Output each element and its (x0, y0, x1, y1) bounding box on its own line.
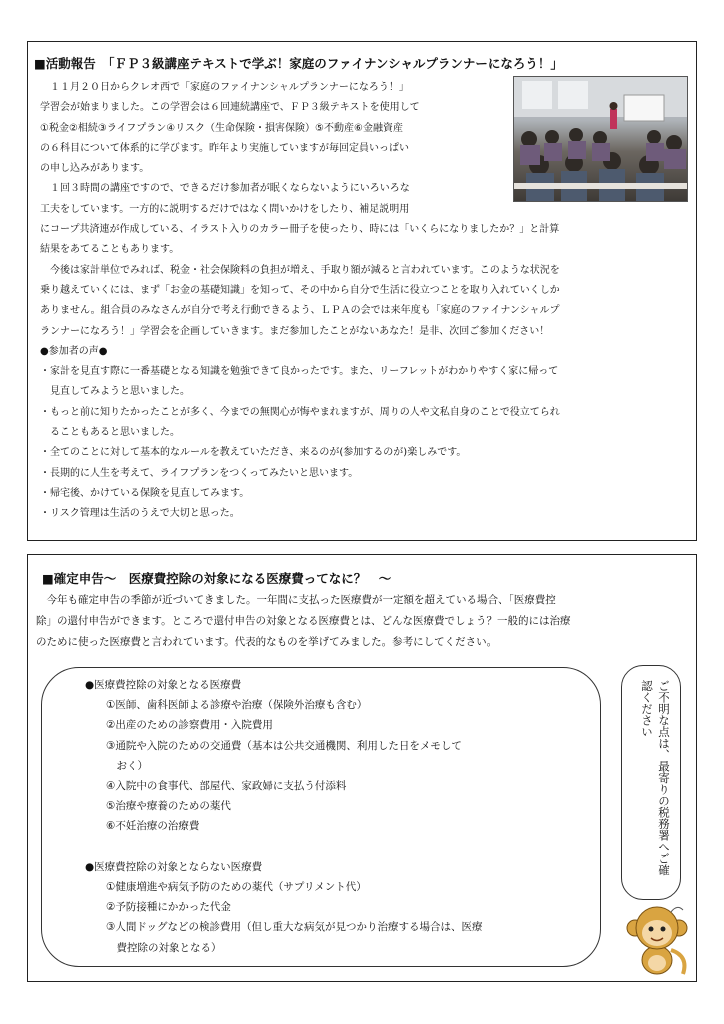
body-line: 結果をあてることもあります。 (40, 244, 180, 256)
body-line: ランナーになろう！」学習会を企画していきます。まだ参加したことがないあなた！是非、次回ご参加ください！ (40, 325, 550, 337)
intro-line: 除」の還付申告ができます。ところで還付申告の対象となる医療費とは、どんな医療費でしょう？一般的には治療 (36, 615, 571, 627)
voice-line: 見直してみようと思いました。 (40, 386, 190, 398)
voice-line: ・家計を見直す際に一番基礎となる知識を勉強できて良かったです。また、リーフレットがわかりやすく家に帰って (40, 366, 559, 378)
list-item: ②予防接種にかかった代金 (85, 901, 231, 914)
voices-heading: ●参加者の声● (40, 345, 108, 357)
body-line: 学習会が始まりました。この学習会は６回連続講座で、ＦＰ３級テキストを使用して (40, 102, 420, 114)
tax-return-title: ■確定申告～ 医療費控除の対象になる医療費ってなに？ ～ (42, 571, 392, 586)
list-item: おく） (85, 759, 148, 772)
voice-line: ・全てのことに対して基本的なルールを教えていただき、来るのが(参加するのが)楽しみです。 (40, 447, 467, 459)
body-line: 乗り越えていくには、まず「お金の基礎知識」を知って、その中から自分で生活に役立つことを取り入れていくしか (40, 284, 560, 296)
body-line: の申し込みがあります。 (40, 163, 150, 175)
body-line: の６科目について体系的に学びます。昨年より実施していますが毎回定員いっぱい (40, 142, 409, 154)
activity-report-box (27, 41, 697, 541)
voice-line: ・もっと前に知りたかったことが多く、今までの無関心が悔やまれますが、周りの人や文私自身のことで役立てられ (40, 406, 560, 418)
list-item: 費控除の対象となる） (85, 941, 222, 954)
speech-bubble-text: ご不明な点は、最寄りの税務署へご確認ください (640, 680, 671, 876)
list-item: ②出産のための診察費用・入院費用 (85, 719, 273, 732)
body-line: ありません。組合員のみなさんが自分で考え行動できるよう、ＬＰＡの会では来年度も「家庭のファイナンシャルプ (40, 305, 560, 317)
voice-line: ・リスク管理は生活のうえで大切と思った。 (40, 508, 240, 520)
list-item: ③人間ドッグなどの検診費用（但し重大な病気が見つかり治療する場合は、医療 (85, 921, 483, 934)
list-heading: ●医療費控除の対象となる医療費 (85, 679, 242, 691)
list-item: ③通院や入院のための交通費（基本は公共交通機関、利用した日をメモして (85, 739, 462, 752)
voice-line: ・帰宅後、かけている保険を見直してみます。 (40, 487, 250, 499)
list-heading: ●医療費控除の対象とならない医療費 (85, 860, 263, 873)
speech-bubble (621, 665, 681, 900)
list-item: ④入院中の食事代、部屋代、家政婦に支払う付添料 (85, 780, 347, 793)
voice-line: ・長期的に人生を考えて、ライフプランをつくってみたいと思います。 (40, 467, 359, 479)
intro-line: のために使った医療費と言われています。代表的なものを挙げてみました。参考にしてください。 (36, 636, 498, 648)
list-spacer (85, 837, 483, 857)
activity-report-title: ■活動報告 「ＦＰ３級講座テキストで学ぶ！家庭のファイナンシャルプランナーになろう！」 (34, 56, 563, 71)
list-item: ⑥不妊治療の治療費 (85, 820, 200, 833)
body-line: ①税金②相続③ライフプラン④リスク（生命保険・損害保険）⑤不動産⑥金融資産 (40, 122, 403, 134)
list-item: ①健康増進や病気予防のための薬代（サプリメント代） (85, 881, 367, 894)
body-line: 今後は家計単位でみれば、税金・社会保険料の負担が増え、手取り額が減ると言われています。このような状況を (40, 264, 560, 276)
body-line: 工夫をしています。一方的に説明するだけではなく問いかけをしたり、補足説明用 (40, 203, 410, 215)
intro-line: 今年も確定申告の季節が近づいてきました。一年間に支払った医療費が一定額を超えている場合、「医療費控 (36, 594, 556, 606)
list-item: ⑤治療や療養のための薬代 (85, 800, 231, 813)
body-line: １回３時間の講座ですので、できるだけ参加者が眠くならないようにいろいろな (40, 183, 410, 195)
tax-return-box (27, 554, 697, 982)
monkey-mascot-icon (623, 900, 693, 980)
tax-return-intro (36, 590, 571, 653)
body-line: にコープ共済連が作成している、イラスト入りのカラー冊子を使ったり、時には「いくらになりましたか？」と計算 (40, 224, 560, 236)
body-line: １１月２０日からクレオ西で「家庭のファイナンシャルプランナーになろう！」 (40, 82, 409, 93)
voice-line: ることもあると思いました。 (40, 427, 180, 439)
list-item: ①医師、歯科医師よる診療や治療（保険外治療も含む） (85, 699, 368, 712)
medical-expense-list (85, 675, 483, 958)
